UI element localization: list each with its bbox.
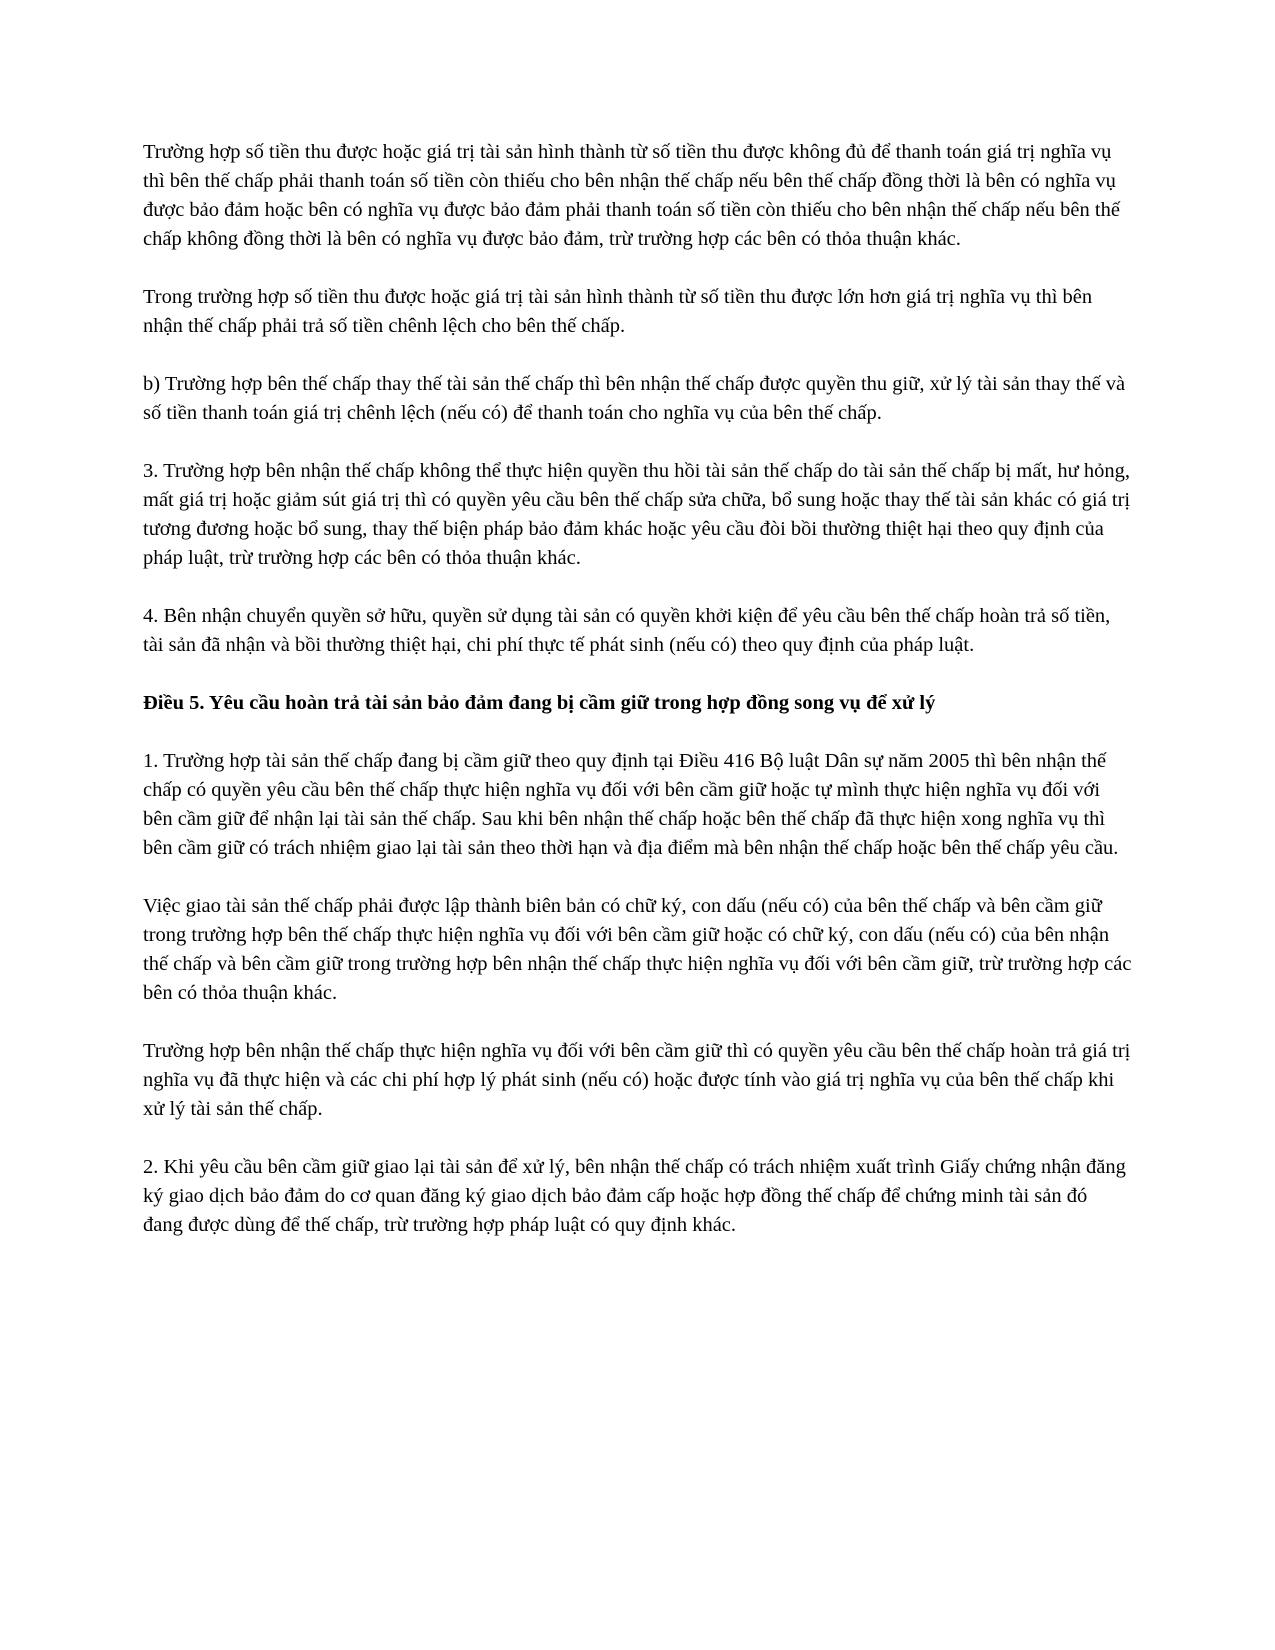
- paragraph: 4. Bên nhận chuyển quyền sở hữu, quyền sử dụng tài sản có quyền khởi kiện để yêu cầu bên thế chấp hoàn trả số tiền, tài sản đã nhận và bồi thường thiệt hại, chi phí thực tế phát sinh (nếu có) theo quy định của pháp luật.: [143, 605, 1111, 656]
- paragraph: 3. Trường hợp bên nhận thế chấp không thể thực hiện quyền thu hồi tài sản thế chấp do tài sản thế chấp bị mất, hư hỏng, mất giá trị hoặc giảm sút giá trị thì có quyền yêu cầu bên thế chấp sửa chữa, bổ sung hoặc thay thế tài sản khác có giá trị tương đương hoặc bổ sung, thay thế biện pháp bảo đảm khác hoặc yêu cầu đòi bồi thường thiệt hại theo quy định của pháp luật, trừ trường hợp các bên có thỏa thuận khác.: [143, 460, 1131, 569]
- paragraph: 2. Khi yêu cầu bên cầm giữ giao lại tài sản để xử lý, bên nhận thế chấp có trách nhiệm xuất trình Giấy chứng nhận đăng ký giao dịch bảo đảm do cơ quan đăng ký giao dịch bảo đảm cấp hoặc hợp đồng thế chấp để chứng minh tài sản đó đang được dùng để thế chấp, trừ trường hợp pháp luật có quy định khác.: [143, 1156, 1126, 1236]
- paragraph: Trong trường hợp số tiền thu được hoặc giá trị tài sản hình thành từ số tiền thu được lớn hơn giá trị nghĩa vụ thì bên nhận thế chấp phải trả số tiền chênh lệch cho bên thế chấp.: [143, 286, 1093, 337]
- paragraph: Trường hợp bên nhận thế chấp thực hiện nghĩa vụ đối với bên cầm giữ thì có quyền yêu cầu bên thế chấp hoàn trả giá trị nghĩa vụ đã thực hiện và các chi phí hợp lý phát sinh (nếu có) hoặc được tính vào giá trị nghĩa vụ của bên thế chấp khi xử lý tài sản thế chấp.: [143, 1040, 1131, 1120]
- paragraph: b) Trường hợp bên thế chấp thay thế tài sản thế chấp thì bên nhận thế chấp được quyền thu giữ, xử lý tài sản thay thế và số tiền thanh toán giá trị chênh lệch (nếu có) để thanh toán cho nghĩa vụ của bên thế chấp.: [143, 373, 1126, 424]
- section-heading: Điều 5. Yêu cầu hoàn trả tài sản bảo đảm đang bị cầm giữ trong hợp đồng song vụ để xử lý: [143, 692, 936, 714]
- paragraph: Trường hợp số tiền thu được hoặc giá trị tài sản hình thành từ số tiền thu được không đủ để thanh toán giá trị nghĩa vụ thì bên thế chấp phải thanh toán số tiền còn thiếu cho bên nhận thế chấp nếu bên thế chấp đồng thời là bên có nghĩa vụ được bảo đảm hoặc bên có nghĩa vụ được bảo đảm phải thanh toán số tiền còn thiếu cho bên nhận thế chấp nếu bên thế chấp không đồng thời là bên có nghĩa vụ được bảo đảm, trừ trường hợp các bên có thỏa thuận khác.: [143, 141, 1120, 250]
- paragraph: Việc giao tài sản thế chấp phải được lập thành biên bản có chữ ký, con dấu (nếu có) của bên thế chấp và bên cầm giữ trong trường hợp bên thế chấp thực hiện nghĩa vụ đối với bên cầm giữ hoặc có chữ ký, con dấu (nếu có) của bên nhận thế chấp và bên cầm giữ trong trường hợp bên nhận thế chấp thực hiện nghĩa vụ đối với bên cầm giữ, trừ trường hợp các bên có thỏa thuận khác.: [143, 895, 1132, 1004]
- paragraph: 1. Trường hợp tài sản thế chấp đang bị cầm giữ theo quy định tại Điều 416 Bộ luật Dân sự năm 2005 thì bên nhận thế chấp có quyền yêu cầu bên thế chấp thực hiện nghĩa vụ đối với bên cầm giữ hoặc tự mình thực hiện nghĩa vụ đối với bên cầm giữ để nhận lại tài sản thế chấp. Sau khi bên nhận thế chấp hoặc bên thế chấp đã thực hiện xong nghĩa vụ thì bên cầm giữ có trách nhiệm giao lại tài sản theo thời hạn và địa điểm mà bên nhận thế chấp hoặc bên thế chấp yêu cầu.: [143, 750, 1119, 859]
